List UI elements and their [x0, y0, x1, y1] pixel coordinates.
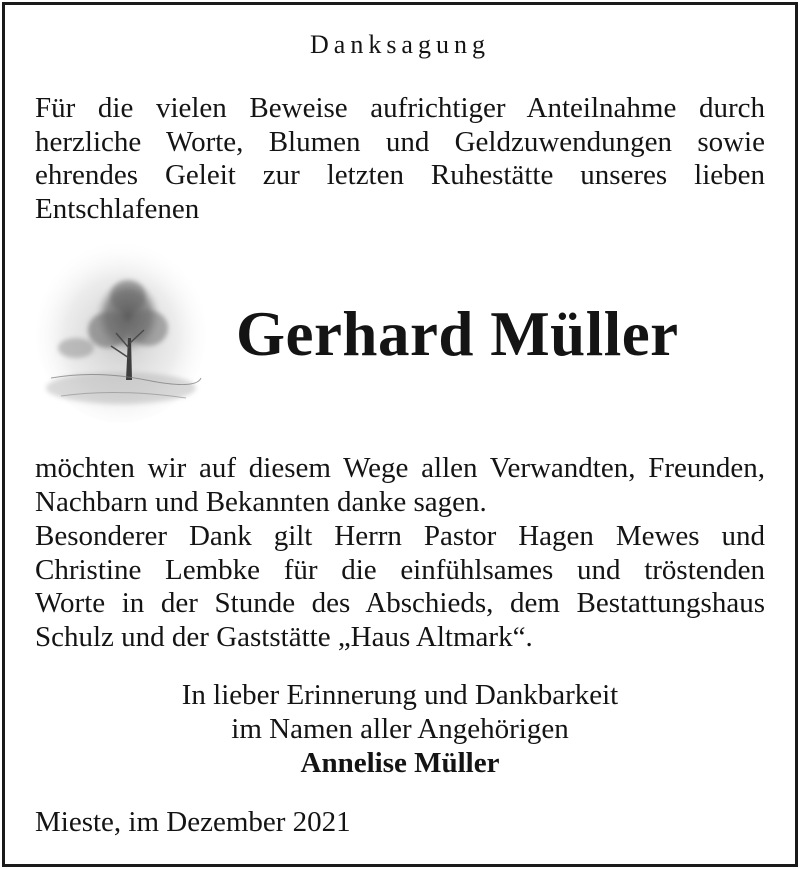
thanks-paragraph — [35, 452, 765, 519]
intro-paragraph — [35, 92, 765, 226]
signature: Annelise Müller — [300, 747, 500, 779]
special-thanks-line: Christine Lembke für die einfühlsames und tröstenden — [35, 553, 765, 586]
thanks-line: möchten wir auf diesem Wege allen Verwandten, Freunden, — [35, 452, 765, 484]
deceased-name: Gerhard Müller — [236, 299, 679, 369]
special-thanks-paragraph — [35, 520, 765, 654]
tree-landscape-picture — [36, 238, 206, 423]
thanks-line: Nachbarn und Bekannten danke sagen. — [35, 485, 487, 518]
intro-line: Entschlafenen — [35, 192, 200, 225]
closing-line: im Namen aller Angehörigen — [231, 713, 569, 745]
closing-line: In lieber Erinnerung und Dankbarkeit — [181, 679, 619, 711]
special-thanks-line: Schulz und der Gaststätte „Haus Altmark“. — [35, 620, 533, 653]
notice-heading: Danksagung — [310, 30, 490, 59]
intro-line: ehrendes Geleit zur letzten Ruhestätte unseres lieben — [35, 159, 765, 191]
special-thanks-line: Worte in der Stunde des Abschieds, dem Bestattungshaus — [35, 587, 765, 619]
place-date: Mieste, im Dezember 2021 — [35, 806, 351, 838]
intro-line: herzliche Worte, Blumen und Geldzuwendungen sowie — [35, 125, 765, 158]
special-thanks-line: Besonderer Dank gilt Herrn Pastor Hagen Mewes und — [35, 520, 765, 552]
intro-line: Für die vielen Beweise aufrichtiger Anteilnahme durch — [35, 92, 765, 124]
